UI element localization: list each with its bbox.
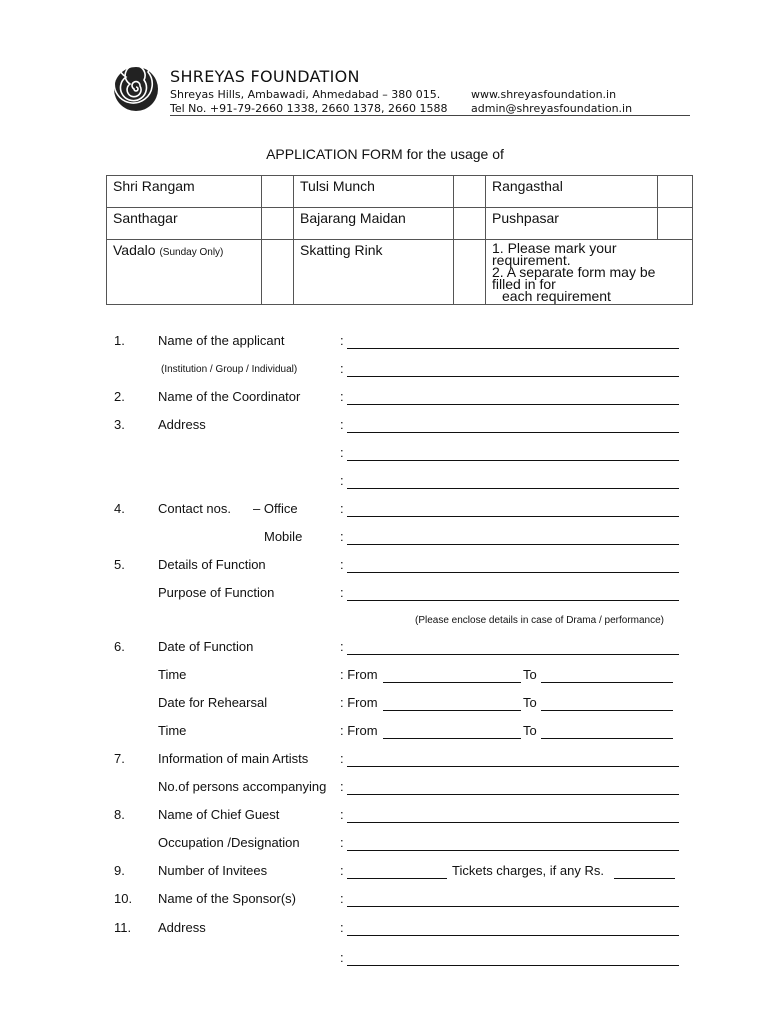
rehearsal-time-label: Time [158,723,187,738]
ticket-charges-field[interactable] [614,878,675,879]
venue-checkbox[interactable] [658,208,693,240]
field-number: 11. [114,920,132,935]
main-artists-label: Information of main Artists [158,751,309,766]
venue-checkbox[interactable] [454,240,486,305]
venue-checkbox[interactable] [454,208,486,240]
field-number: 2. [114,389,125,404]
venue-checkbox[interactable] [262,176,294,208]
field-colon: : [340,639,344,654]
persons-accompanying-field[interactable] [347,794,679,795]
field-number: 4. [114,501,125,516]
rehearsal-date-from-field[interactable] [383,710,521,711]
invitees-label: Number of Invitees [158,863,268,878]
field-colon: : [340,585,344,600]
organization-phone: Tel No. +91-79-2660 1338, 2660 1378, 2660 1588 [170,102,448,115]
office-phone-field[interactable] [347,516,679,517]
function-details-field[interactable] [347,572,679,573]
function-time-label: Time [158,667,187,682]
field-colon: : [340,835,344,850]
header-divider [170,115,690,116]
to-label: To [523,723,537,738]
field-number: 7. [114,751,125,766]
field-colon: : [340,473,344,488]
field-colon: : [340,807,344,822]
applicant-type-label: (Institution / Group / Individual) [161,364,298,375]
rehearsal-date-label: Date for Rehearsal [158,695,268,710]
field-colon: : [340,333,344,348]
venue-label: Pushpasar [486,208,658,240]
organization-website[interactable]: www.shreyasfoundation.in [471,88,617,101]
sponsor-field[interactable] [347,906,679,907]
from-label: : From [340,723,378,738]
coordinator-name-label: Name of the Coordinator [158,389,301,404]
mobile-label: Mobile [264,529,303,544]
field-number: 9. [114,863,125,878]
field-colon: : [340,557,344,572]
field-number: 5. [114,557,125,572]
invitees-field[interactable] [347,878,447,879]
function-details-label: Details of Function [158,557,266,572]
occupation-label: Occupation /Designation [158,835,300,850]
applicant-name-field[interactable] [347,348,679,349]
office-label: – Office [253,501,298,516]
instruction-note: 2. A separate form may be filled in for [492,264,656,292]
field-number: 10. [114,891,133,906]
coordinator-name-field[interactable] [347,404,679,405]
field-colon: : [340,950,344,965]
applicant-type-field[interactable] [347,376,679,377]
sponsor-address-label: Address [158,920,206,935]
applicant-name-label: Name of the applicant [158,333,285,348]
contact-label: Contact nos. [158,501,231,516]
venue-checkbox[interactable] [262,240,294,305]
field-colon: : [340,389,344,404]
venue-label: Santhagar [107,208,262,240]
sponsor-address-field[interactable] [347,935,679,936]
venue-name: Vadalo [113,242,156,258]
instruction-note: 1. Please mark your requirement. [492,240,617,268]
venue-label [107,240,262,305]
venue-label: Tulsi Munch [294,176,454,208]
function-date-field[interactable] [347,654,679,655]
organization-address: Shreyas Hills, Ambawadi, Ahmedabad – 380 015. [170,88,441,101]
venue-note: (Sunday Only) [159,247,224,258]
field-colon: : [340,920,344,935]
chief-guest-label: Name of Chief Guest [158,807,280,822]
venue-label: Skatting Rink [294,240,454,305]
field-number: 3. [114,417,125,432]
venue-row [107,240,693,305]
instructions-cell [486,240,693,305]
field-colon: : [340,863,344,878]
address-field[interactable] [347,432,679,433]
main-artists-field[interactable] [347,766,679,767]
field-colon: : [340,417,344,432]
venue-table [106,175,693,305]
venue-checkbox[interactable] [262,208,294,240]
chief-guest-field[interactable] [347,822,679,823]
form-title: APPLICATION FORM for the usage of [266,146,504,162]
field-colon: : [340,501,344,516]
persons-accompanying-label: No.of persons accompanying [158,779,327,794]
instruction-note: each requirement [502,288,611,304]
field-number: 1. [114,333,125,348]
address-field[interactable] [347,488,679,489]
address-field[interactable] [347,460,679,461]
address-label: Address [158,417,206,432]
venue-label: Bajarang Maidan [294,208,454,240]
enclose-details-note: (Please enclose details in case of Drama / performance) [415,615,665,626]
function-purpose-label: Purpose of Function [158,585,275,600]
venue-row [107,208,693,240]
organization-email[interactable]: admin@shreyasfoundation.in [471,102,633,115]
field-colon: : [340,779,344,794]
sponsor-label: Name of the Sponsor(s) [158,891,297,906]
foundation-logo [113,66,159,112]
to-label: To [523,667,537,682]
venue-label: Shri Rangam [107,176,262,208]
sponsor-address-field[interactable] [347,965,679,966]
function-purpose-field[interactable] [347,600,679,601]
rehearsal-time-to-field[interactable] [541,738,673,739]
field-colon: : [340,529,344,544]
function-date-label: Date of Function [158,639,254,654]
function-time-from-field[interactable] [383,682,521,683]
field-colon: : [340,445,344,460]
venue-label: Rangasthal [486,176,658,208]
rehearsal-date-to-field[interactable] [541,710,673,711]
venue-checkbox[interactable] [454,176,486,208]
ticket-charges-label: Tickets charges, if any Rs. [452,863,604,878]
mobile-phone-field[interactable] [347,544,679,545]
from-label: : From [340,695,378,710]
field-number: 6. [114,639,125,654]
venue-row [107,176,693,208]
field-colon: : [340,751,344,766]
to-label: To [523,695,537,710]
field-number: 8. [114,807,125,822]
function-time-to-field[interactable] [541,682,673,683]
field-colon: : [340,361,344,376]
rehearsal-time-from-field[interactable] [383,738,521,739]
organization-name: SHREYAS FOUNDATION [170,67,360,86]
occupation-field[interactable] [347,850,679,851]
from-label: : From [340,667,378,682]
venue-checkbox[interactable] [658,176,693,208]
field-colon: : [340,891,344,906]
